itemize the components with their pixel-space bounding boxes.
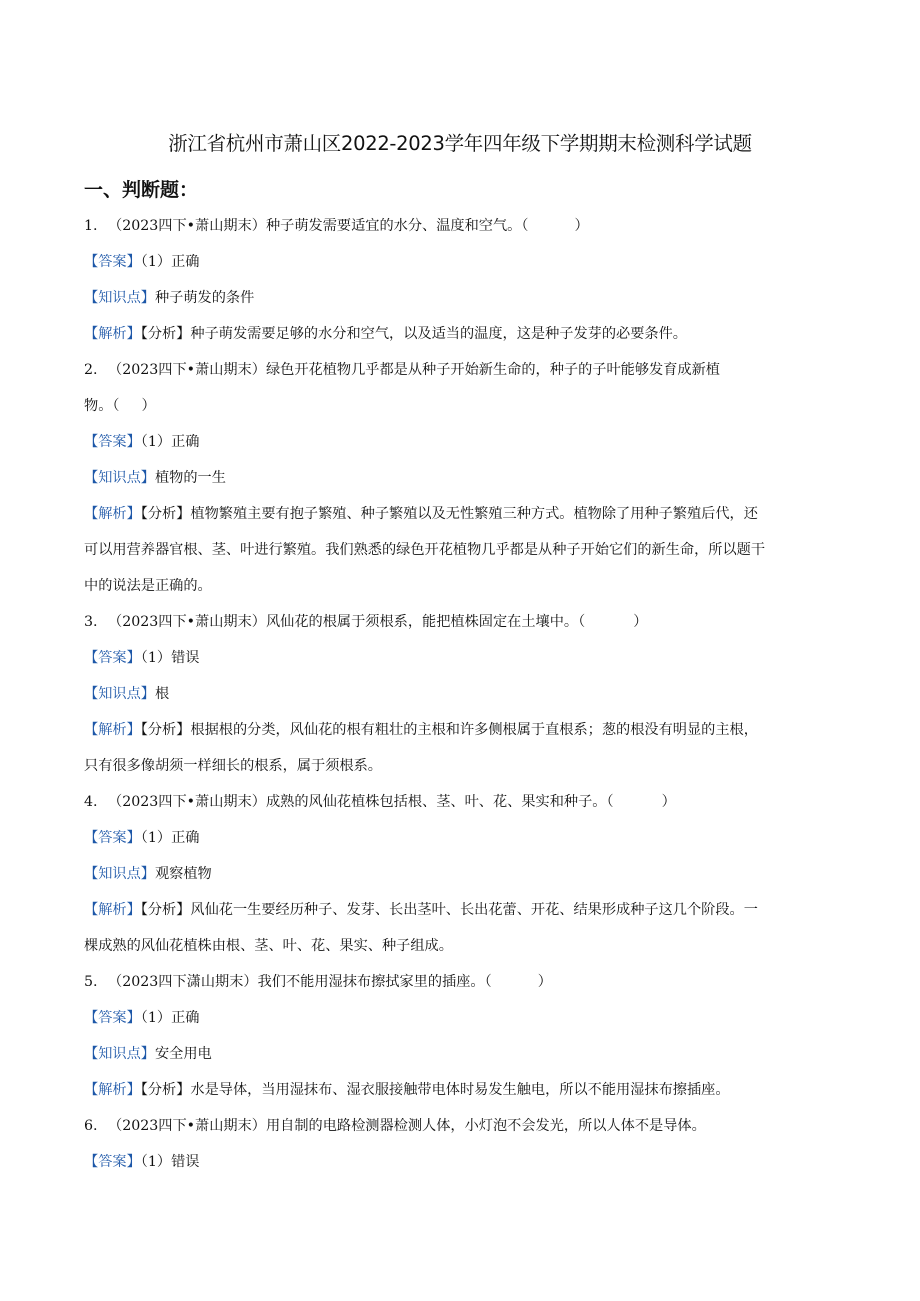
analysis-text: 植物繁殖主要有抱子繁殖、种子繁殖以及无性繁殖三种方式。植物除了用种子繁殖后代，还 (190, 506, 758, 522)
answer-value: （1）正确 (140, 434, 200, 450)
fenxi-label: 【分析】 (140, 326, 191, 342)
question-text: 种子萌发需要适宜的水分、温度和空气。（ (265, 218, 529, 234)
analysis-text: 可以用营养器官根、茎、叶进行繁殖。我们熟悉的绿色开花植物几乎都是从种子开始它们的新生命，所以题干 (84, 542, 766, 558)
fenxi-label: 【分析】 (140, 506, 191, 522)
question-text: 绿色开花植物几乎都是从种子开始新生命的，种子的子叶能够发育成新植 (265, 362, 720, 378)
analysis-label: 【解析】 (84, 506, 141, 522)
question-text: 我们不能用湿抹布擦拭家里的插座。（ (257, 974, 492, 990)
question-source: （2023四下•萧山期末） (108, 362, 266, 378)
knowledge-value: 根 (154, 686, 170, 702)
question-paren-close: ） (141, 398, 156, 414)
question-paren-close: ） (633, 614, 648, 630)
answer-label: 【答案】 (84, 830, 141, 846)
answer-value: （1）正确 (140, 830, 200, 846)
question-3-analysis (84, 720, 824, 740)
answer-label: 【答案】 (84, 254, 141, 270)
question-number: 5. (84, 974, 98, 990)
question-number: 4. (84, 794, 98, 810)
knowledge-label: 【知识点】 (84, 1046, 155, 1062)
analysis-text: 水是导体，当用湿抹布、湿衣服接触带电体时易发生触电，所以不能用湿抹布擦插座。 (190, 1082, 730, 1098)
question-5-stem (84, 972, 824, 992)
knowledge-value: 观察植物 (154, 866, 212, 882)
fenxi-label: 【分析】 (140, 1082, 191, 1098)
knowledge-value: 种子萌发的条件 (154, 290, 255, 306)
question-number: 2. (84, 362, 98, 378)
question-source: （2023四下•萧山期末） (108, 218, 266, 234)
answer-label: 【答案】 (84, 434, 141, 450)
answer-label: 【答案】 (84, 1154, 141, 1170)
question-number: 3. (84, 614, 98, 630)
question-3-answer (84, 648, 824, 668)
question-paren-close: ） (661, 794, 676, 810)
question-4-answer (84, 828, 824, 848)
question-4-stem (84, 792, 824, 812)
knowledge-label: 【知识点】 (84, 470, 155, 486)
question-3-knowledge (84, 684, 824, 704)
answer-label: 【答案】 (84, 650, 141, 666)
analysis-text: 中的说法是正确的。 (84, 578, 212, 594)
analysis-text: 风仙花一生要经历种子、发芽、长出茎叶、长出花蕾、开花、结果形成种子这几个阶段。一 (190, 902, 758, 918)
question-4-knowledge (84, 864, 824, 884)
answer-label: 【答案】 (84, 1010, 141, 1026)
question-1-knowledge (84, 288, 824, 308)
section-heading: 一、判断题： (84, 179, 199, 201)
knowledge-value: 植物的一生 (154, 470, 226, 486)
question-2-stem (84, 360, 824, 380)
knowledge-value: 安全用电 (154, 1046, 212, 1062)
question-2-analysis-line2 (84, 540, 824, 560)
question-4-analysis-line2 (84, 936, 824, 956)
document-title: 浙江省杭州市萧山区2022-2023学年四年级下学期期末检测科学试题 (168, 132, 752, 155)
analysis-label: 【解析】 (84, 722, 141, 738)
question-6-stem (84, 1116, 824, 1136)
fenxi-label: 【分析】 (140, 722, 191, 738)
question-text: 风仙花的根属于须根系，能把植株固定在土壤中。（ (265, 614, 586, 630)
analysis-text: 只有很多像胡须一样细长的根系，属于须根系。 (84, 758, 382, 774)
analysis-text: 种子萌发需要足够的水分和空气，以及适当的温度，这是种子发芽的必要条件。 (190, 326, 687, 342)
question-text: 成熟的风仙花植株包括根、茎、叶、花、果实和种子。（ (265, 794, 614, 810)
knowledge-label: 【知识点】 (84, 866, 155, 882)
question-2-analysis-line3 (84, 576, 824, 596)
question-4-analysis (84, 900, 824, 920)
question-5-knowledge (84, 1044, 824, 1064)
question-3-analysis-line2 (84, 756, 824, 776)
question-text: 用自制的电路检测器检测人体，小灯泡不会发光，所以人体不是导体。 (265, 1118, 706, 1134)
question-number: 1. (84, 218, 98, 234)
question-1-analysis (84, 324, 824, 344)
analysis-text: 根据根的分类，风仙花的根有粗壮的主根和许多侧根属于直根系；葱的根没有明显的主根， (190, 722, 758, 738)
answer-value: （1）错误 (140, 650, 200, 666)
analysis-text: 棵成熟的风仙花植株由根、茎、叶、花、果实、种子组成。 (84, 938, 453, 954)
question-source: （2023四下•萧山期末） (108, 614, 266, 630)
question-source: （2023四下•萧山期末） (108, 794, 266, 810)
question-2-answer (84, 432, 824, 452)
question-1-stem (84, 216, 824, 236)
knowledge-label: 【知识点】 (84, 290, 155, 306)
question-5-answer (84, 1008, 824, 1028)
question-1-answer (84, 252, 824, 272)
answer-value: （1）正确 (140, 254, 200, 270)
question-source: （2023四下•萧山期末） (108, 1118, 266, 1134)
analysis-label: 【解析】 (84, 1082, 141, 1098)
knowledge-label: 【知识点】 (84, 686, 155, 702)
question-text: 物。（ (84, 398, 120, 414)
analysis-label: 【解析】 (84, 326, 141, 342)
answer-value: （1）正确 (140, 1010, 200, 1026)
question-2-stem-line2 (84, 396, 824, 416)
question-paren-close: ） (537, 974, 552, 990)
fenxi-label: 【分析】 (140, 902, 191, 918)
question-3-stem (84, 612, 824, 632)
answer-value: （1）错误 (140, 1154, 200, 1170)
question-2-knowledge (84, 468, 824, 488)
analysis-label: 【解析】 (84, 902, 141, 918)
question-source: （2023四下潇山期末） (108, 974, 258, 990)
question-6-answer (84, 1152, 824, 1172)
question-paren-close: ） (574, 218, 589, 234)
question-number: 6. (84, 1118, 98, 1134)
question-5-analysis (84, 1080, 824, 1100)
question-2-analysis (84, 504, 824, 524)
